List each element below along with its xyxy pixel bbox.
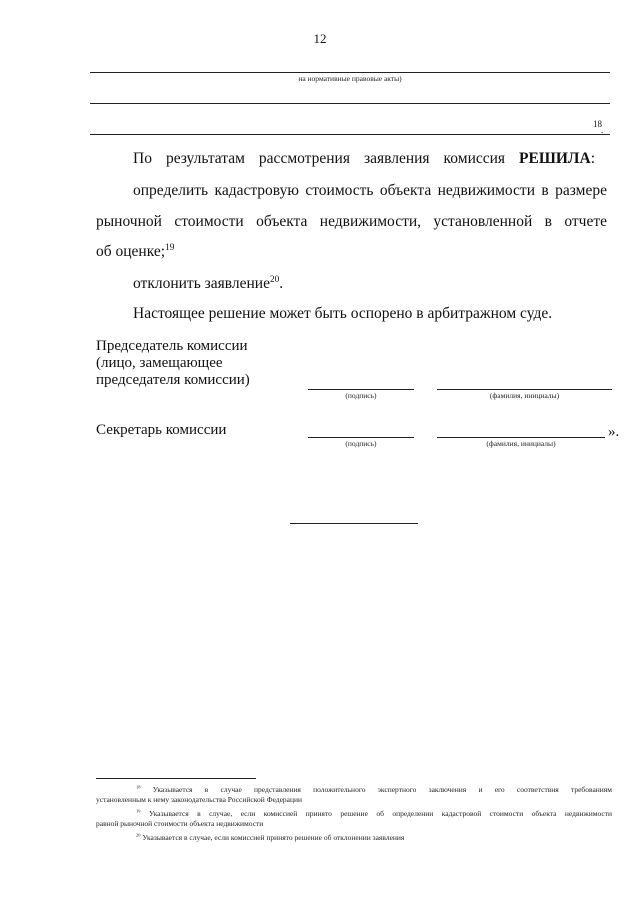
footnote-ref-19: 19 bbox=[165, 242, 175, 253]
secretary-name-caption: (фамилия, инициалы) bbox=[486, 439, 556, 448]
footnote-ref-18: 18 . bbox=[593, 119, 604, 135]
chairman-signature-caption: (подпись) bbox=[345, 391, 377, 400]
chairman-name-caption: (фамилия, инициалы) bbox=[489, 391, 560, 400]
header-rule-3 bbox=[90, 134, 610, 135]
footnote-19: $^{19}$ Указывается в случае, если комиссией принято решение об определении кадастровой стоимости объекта недвижимости равной рыночной стоимости объекта недвижимости bbox=[96, 808, 613, 828]
secretary-label: Секретарь комиссии bbox=[96, 422, 227, 438]
chairman-name-line bbox=[437, 389, 612, 390]
footnote-18: $^{18}$ Указывается в случае представления положительного экспертного заключения и его соответствия требованиям установленным к нему законодательства Российской Федерации bbox=[96, 784, 612, 804]
secretary-name-line bbox=[437, 437, 605, 438]
decision-intro: По результатам рассмотрения заявления комиссия РЕШИЛА: bbox=[133, 150, 595, 167]
header-rule-2 bbox=[90, 103, 610, 104]
footnote-ref-20: 20 bbox=[269, 274, 280, 285]
appeal-notice: Настоящее решение может быть оспорено в арбитражном суде. bbox=[133, 305, 553, 322]
header-rule-1 bbox=[90, 72, 610, 73]
footnote-separator bbox=[96, 778, 256, 779]
chairman-signature-line bbox=[308, 389, 414, 390]
secretary-signature-line bbox=[308, 437, 414, 438]
decision-option-1-line-2: рыночной стоимости объекта недвижимости, установленной в отчете bbox=[96, 213, 607, 230]
decision-option-1-line-1: определить кадастровую стоимость объекта недвижимости в размере bbox=[133, 182, 607, 199]
decision-option-1-line-3: об оценке;$^{19}$ bbox=[96, 242, 175, 260]
decision-keyword: РЕШИЛА bbox=[519, 150, 591, 167]
closing-quote: ». bbox=[608, 424, 620, 440]
page-number: 12 bbox=[313, 31, 327, 46]
section-separator bbox=[290, 523, 418, 524]
chairman-label: Председатель комиссии (лицо, замещающее председателя комиссии) bbox=[96, 338, 250, 388]
footnote-20: $^{20}$ Указывается в случае, если комиссией принято решение об отклонении заявления bbox=[136, 832, 405, 842]
decision-option-2: отклонить заявление$^{20}$. bbox=[133, 274, 284, 292]
secretary-signature-caption: (подпись) bbox=[345, 439, 377, 448]
header-caption: на нормативные правовые акты) bbox=[298, 74, 402, 83]
